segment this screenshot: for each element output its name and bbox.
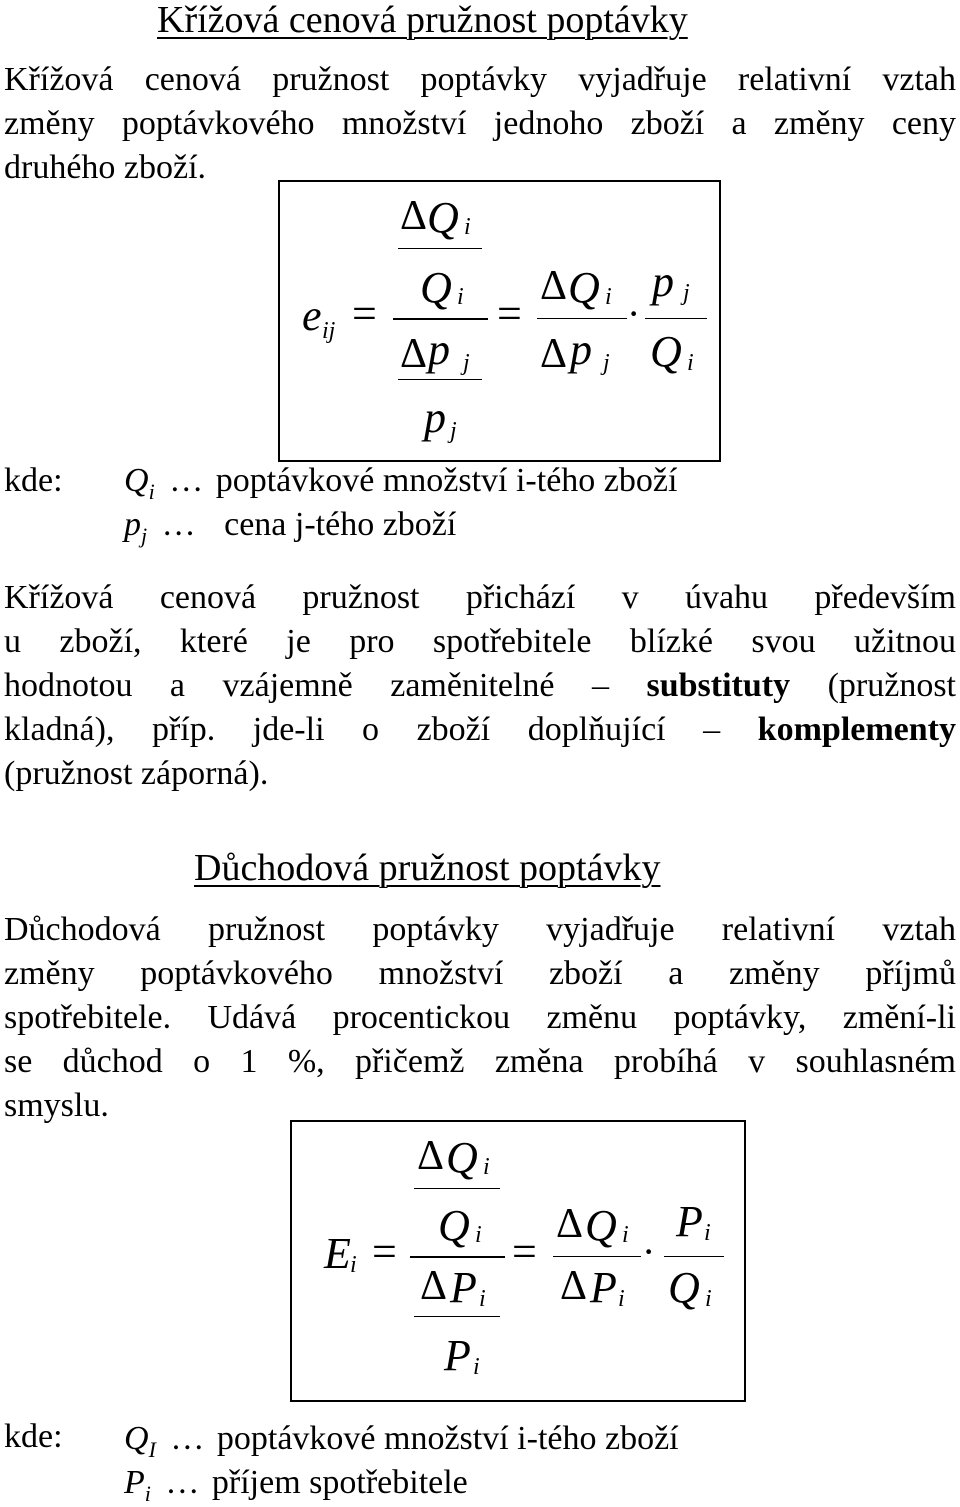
formula-sub: i [704, 1220, 711, 1246]
formula-var: P [590, 1263, 617, 1312]
def-sub: i [144, 1481, 151, 1506]
formula-sub: i [475, 1222, 482, 1248]
def-text: poptávkové množství i-tého zboží [216, 1420, 679, 1457]
def-dots: … [165, 1464, 200, 1501]
fraction-bar [537, 318, 627, 319]
body-line: hodnotou a vzájemně zaměnitelné – substituty (pružnost [4, 667, 957, 704]
formula-sub: i [605, 284, 612, 310]
multiply-dot: · [642, 1229, 656, 1274]
section-title-income-elasticity: Důchodová pružnost poptávky [194, 847, 661, 889]
formula-lhs: E [324, 1229, 351, 1278]
def-text: příjem spotřebitele [211, 1464, 468, 1501]
def-dots: … [169, 462, 204, 499]
fraction-bar [414, 1188, 500, 1189]
definition-row [124, 1420, 679, 1462]
formula-sub: i [464, 214, 471, 240]
main-fraction-bar [410, 1256, 505, 1258]
formula-var: p [428, 325, 450, 374]
formula-var: P [676, 1197, 703, 1246]
formula-sub: i [618, 1286, 625, 1312]
delta-symbol: Δ [556, 1201, 584, 1247]
formula-sub: i [687, 350, 694, 376]
formula-lhs: e [302, 291, 322, 340]
keyword-complements: komplementy [757, 711, 956, 748]
formula-var: Q [438, 1201, 470, 1250]
def-sub: j [141, 523, 148, 548]
delta-symbol: Δ [417, 1133, 445, 1179]
delta-symbol: Δ [400, 331, 428, 377]
definition-row [124, 506, 457, 548]
equals-sign: = [497, 289, 522, 338]
formula-sub: i [479, 1286, 486, 1312]
fraction-bar [398, 379, 482, 380]
formula-sub: ij [322, 318, 336, 344]
equals-sign: = [372, 1227, 397, 1276]
fraction-bar [664, 1256, 724, 1257]
formula-sub: i [483, 1154, 490, 1180]
delta-symbol: Δ [560, 1263, 588, 1309]
intro-line: se důchod o 1 %, přičemž změna probíhá v souhlasném [4, 1043, 956, 1080]
intro-line: spotřebitele. Udává procentickou změnu poptávky, změní-li [4, 999, 956, 1036]
delta-symbol: Δ [420, 1263, 448, 1309]
formula-var: Q [668, 1263, 700, 1312]
intro-line: smyslu. [4, 1087, 109, 1124]
intro-line: změny poptávkového množství zboží a změny příjmů [4, 955, 956, 992]
definition-row [124, 1464, 468, 1506]
fraction-bar [398, 248, 482, 249]
formula-sub: j [683, 280, 690, 306]
formula-var: Q [420, 263, 452, 312]
def-text: cena j-tého zboží [224, 506, 457, 543]
body-line: u zboží, které je pro spotřebitele blízké svou užitnou [4, 623, 956, 660]
body-line: kladná), příp. jde-li o zboží doplňující – komplementy [4, 711, 956, 748]
fraction-bar [414, 1316, 500, 1317]
formula-var: Q [427, 193, 459, 242]
formula-sub: i [622, 1222, 629, 1248]
def-symbol: P [124, 1464, 145, 1501]
formula-var: Q [650, 327, 682, 376]
cross-elasticity-body [4, 576, 956, 796]
def-dots: … [170, 1420, 205, 1457]
formula-sub: i [705, 1286, 712, 1312]
keyword-substitutes: substituty [646, 667, 791, 704]
fraction-bar [645, 318, 707, 319]
equals-sign: = [352, 289, 377, 338]
income-elasticity-intro [4, 908, 956, 1128]
def-text: poptávkové množství i-tého zboží [215, 462, 678, 499]
def-symbol: p [124, 506, 141, 543]
def-sub: I [148, 1437, 156, 1462]
delta-symbol: Δ [400, 193, 428, 239]
body-line: Křížová cenová pružnost přichází v úvahu především [4, 579, 956, 616]
formula-var: p [424, 393, 446, 442]
cross-elasticity-intro [4, 58, 956, 190]
where-label: kde: [4, 1418, 63, 1455]
multiply-dot: · [627, 291, 641, 336]
equals-sign: = [512, 1227, 537, 1276]
formula-var: Q [446, 1133, 478, 1182]
formula-var: Q [568, 263, 600, 312]
section-title-cross-elasticity: Křížová cenová pružnost poptávky [157, 0, 688, 41]
formula-sub: j [603, 350, 610, 376]
formula-var: Q [585, 1201, 617, 1250]
formula-sub: i [473, 1354, 480, 1380]
formula-sub: i [350, 1252, 357, 1278]
formula-var: P [450, 1263, 477, 1312]
definition-row [124, 462, 678, 504]
def-symbol: Q [124, 462, 149, 499]
formula-var: P [444, 1331, 471, 1380]
intro-line: druhého zboží. [4, 149, 207, 186]
main-fraction-bar [393, 318, 488, 320]
formula-var: p [652, 257, 674, 306]
delta-symbol: Δ [540, 331, 568, 377]
intro-line: Křížová cenová pružnost poptávky vyjadřuje relativní vztah [4, 61, 956, 98]
formula-var: p [570, 325, 592, 374]
fraction-bar [553, 1256, 641, 1257]
def-sub: i [148, 479, 155, 504]
delta-symbol: Δ [540, 263, 568, 309]
formula-sub: j [463, 350, 470, 376]
def-dots: … [161, 506, 196, 543]
intro-line: změny poptávkového množství jednoho zboží a změny ceny [4, 105, 956, 142]
formula-sub: i [457, 284, 464, 310]
formula-sub: j [450, 418, 457, 444]
intro-line: Důchodová pružnost poptávky vyjadřuje relativní vztah [4, 911, 956, 948]
where-label: kde: [4, 462, 63, 499]
def-symbol: Q [124, 1420, 149, 1457]
body-line: (pružnost záporná). [4, 755, 269, 792]
